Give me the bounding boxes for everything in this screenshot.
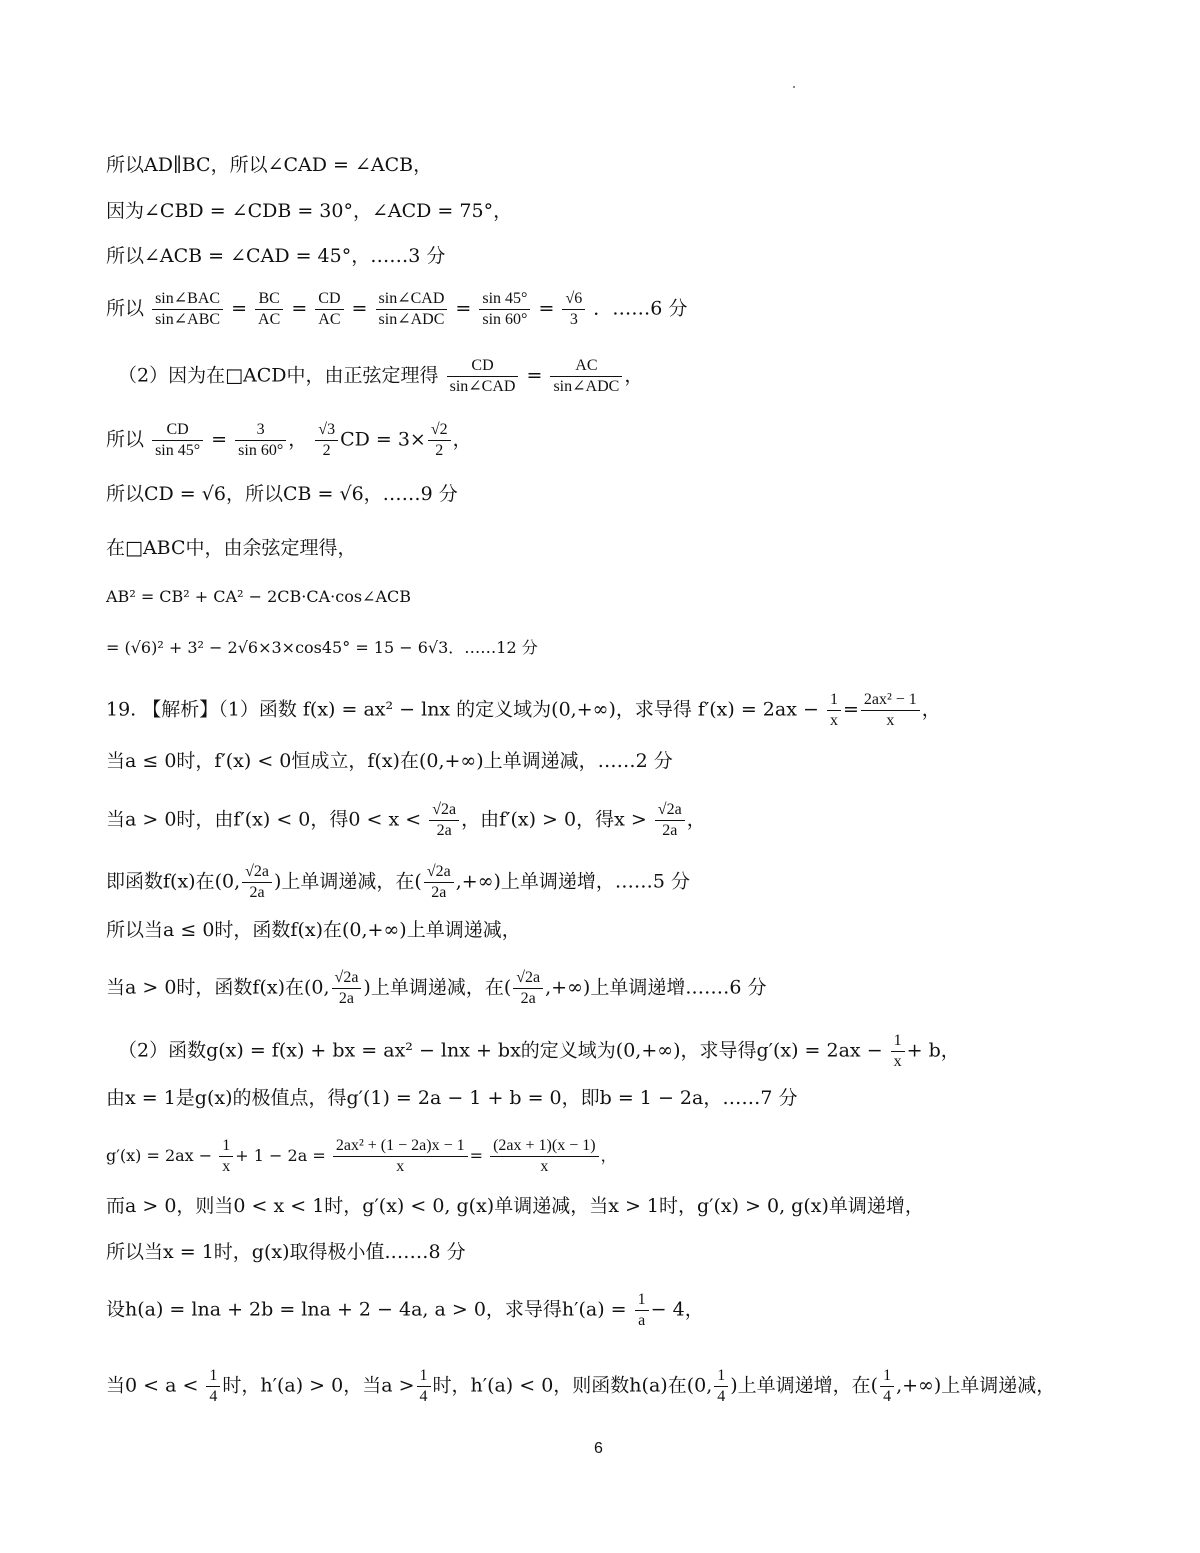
- fraction: [242, 862, 272, 903]
- text-line: 所以CD = √6，所以CB = √6，……9 分: [106, 483, 458, 505]
- text-line: [106, 1136, 617, 1177]
- text-segment: )上单调递减，在(: [363, 976, 512, 999]
- numerator: √2a: [429, 800, 459, 821]
- denominator: 4: [209, 1388, 218, 1405]
- text-segment: ，: [600, 1146, 617, 1165]
- text-line: [106, 1290, 704, 1331]
- fraction: [315, 420, 338, 461]
- text-segment: 设h(a) = lna + 2b = lna + 2 − 4a, a > 0，求导得h′(a) =: [106, 1298, 627, 1321]
- fraction: [332, 968, 362, 1009]
- denominator: sin 60°: [482, 311, 528, 328]
- text-line: 所以 $\frac{CD}{\sin 45^\circ}$ = $\frac{3}{\sin 60^\circ}$ ， $\frac{√3}{2}$ CD = 3× $\frac{√2}{2}$ ，: [106, 421, 472, 459]
- fraction: [315, 289, 343, 330]
- text-line: （2）因为在□ACD中，由正弦定理得 $\frac{CD}{\text{sin∠CAD}}$ = $\frac{AC}{\text{sin∠ADC}}$ ，: [118, 357, 644, 395]
- numerator: sin∠BAC: [152, 289, 223, 310]
- fraction: [490, 1136, 598, 1177]
- text-line: [118, 1031, 960, 1072]
- numerator: 2ax² + (1 − 2a)x − 1: [333, 1136, 468, 1157]
- text-segment: CD = 3×: [340, 428, 426, 451]
- denominator: 4: [883, 1388, 892, 1405]
- fraction: [429, 800, 459, 841]
- text-segment: − 4，: [650, 1298, 704, 1321]
- numerator: √2: [428, 420, 451, 441]
- text-segment: 所以: [106, 297, 145, 320]
- denominator: sin 60°: [238, 442, 284, 459]
- fraction: [152, 420, 203, 461]
- text-segment: )上单调递减，在(: [274, 870, 422, 893]
- text-line: 所以 $\frac{\text{sin∠BAC}}{\text{sin∠ABC}}$ = $\frac{BC}{AC}$ = $\frac{CD}{AC}$ = $\frac{\text{sin∠CAD}}{\text{sin∠ADC}}$ = $\frac{\sin 45^\circ}{\sin 60^\circ}$ = $\frac{√6}{3}$ ．……6 分: [106, 290, 688, 328]
- denominator: sin∠ADC: [378, 311, 445, 328]
- text-line: 所以∠ACB = ∠CAD = 45°，……3 分: [106, 245, 446, 267]
- text-segment: ,+∞)上单调递减，: [896, 1374, 1056, 1397]
- denominator: sin∠ADC: [553, 378, 620, 395]
- text-segment: =: [842, 698, 859, 721]
- fraction: [152, 289, 223, 330]
- denominator: x: [893, 1053, 902, 1070]
- numerator: √6: [562, 289, 585, 310]
- denominator: sin∠ABC: [155, 311, 221, 328]
- denominator: 4: [717, 1388, 726, 1405]
- fraction: [428, 420, 451, 461]
- denominator: 2: [322, 442, 331, 459]
- text-line: 所以当a ≤ 0时，函数f(x)在(0,+∞)上单调递减，: [106, 919, 521, 941]
- text-segment: ．……6 分: [593, 297, 688, 320]
- fraction: [447, 356, 519, 397]
- denominator: 2a: [338, 990, 355, 1007]
- fraction: [562, 289, 585, 330]
- fraction: [479, 289, 530, 330]
- fraction: [861, 690, 920, 731]
- text-segment: ，: [686, 808, 706, 831]
- text-line: AB² = CB² + CA² − 2CB·CA·cos∠ACB: [106, 587, 411, 606]
- denominator: x: [886, 712, 895, 729]
- text-segment: 当0 < a <: [106, 1374, 199, 1397]
- numerator: 1: [219, 1136, 233, 1157]
- fraction: [714, 1366, 728, 1407]
- text-line: [106, 690, 941, 731]
- fraction: [255, 289, 283, 330]
- denominator: 2a: [431, 884, 447, 901]
- fraction: [424, 862, 454, 903]
- numerator: (2ax + 1)(x − 1): [490, 1136, 598, 1157]
- fraction: [880, 1366, 894, 1407]
- denominator: 2a: [520, 990, 536, 1007]
- text-line: = (√6)² + 3² − 2√6×3×cos45° = 15 − 6√3．……12 分: [106, 638, 538, 657]
- text-line: [106, 968, 767, 1009]
- numerator: BC: [255, 289, 283, 310]
- text-segment: ，由f′(x) > 0，得x >: [461, 808, 647, 831]
- denominator: sin∠CAD: [449, 378, 516, 395]
- text-segment: 当a > 0时，由f′(x) < 0，得0 < x <: [106, 808, 422, 831]
- fraction: [417, 1366, 431, 1407]
- text-segment: 即函数f(x)在(0,: [106, 870, 241, 893]
- text-segment: ，: [921, 698, 941, 721]
- numerator: √3: [315, 420, 338, 441]
- numerator: 1: [891, 1031, 905, 1052]
- fraction: [550, 356, 622, 397]
- numerator: 2ax² − 1: [861, 690, 920, 711]
- text-line: 所以AD∥BC，所以∠CAD = ∠ACB，: [106, 154, 433, 176]
- text-segment: ，: [452, 428, 472, 451]
- numerator: √2a: [242, 862, 272, 883]
- numerator: 1: [206, 1366, 220, 1387]
- text-line: 因为∠CBD = ∠CDB = 30°，∠ACD = 75°，: [106, 200, 513, 222]
- denominator: x: [222, 1158, 231, 1175]
- numerator: 1: [635, 1290, 649, 1311]
- text-segment: 时，h′(a) < 0，则函数h(a)在(0,: [432, 1374, 713, 1397]
- denominator: 2a: [662, 822, 678, 839]
- text-line: 在□ABC中，由余弦定理得，: [106, 537, 357, 559]
- text-segment: + 1 − 2a =: [235, 1146, 326, 1165]
- text-segment: + b，: [906, 1039, 960, 1062]
- fraction: [891, 1031, 905, 1072]
- text-segment: ,+∞)上单调递增，……5 分: [455, 870, 691, 893]
- fraction: [827, 690, 841, 731]
- fraction: [235, 420, 286, 461]
- stray-mark: [793, 86, 795, 88]
- text-segment: 所以: [106, 428, 145, 451]
- numerator: √2a: [424, 862, 454, 883]
- denominator: x: [829, 712, 838, 729]
- numerator: 1: [714, 1366, 728, 1387]
- denominator: AC: [258, 311, 281, 328]
- text-segment: ，: [624, 364, 644, 387]
- numerator: sin 45°: [479, 289, 530, 310]
- numerator: 1: [417, 1366, 431, 1387]
- fraction: [219, 1136, 233, 1177]
- text-line: 由x = 1是g(x)的极值点，得g′(1) = 2a − 1 + b = 0，即b = 1 − 2a，……7 分: [106, 1087, 798, 1109]
- numerator: CD: [152, 420, 203, 441]
- numerator: √2a: [655, 800, 685, 821]
- text-line: 所以当x = 1时，g(x)取得极小值.……8 分: [106, 1241, 466, 1263]
- numerator: CD: [447, 356, 519, 377]
- text-segment: ,+∞)上单调递增.……6 分: [545, 976, 767, 999]
- numerator: √2a: [513, 968, 543, 989]
- numerator: CD: [315, 289, 343, 310]
- text-line: [106, 800, 706, 841]
- fraction: [655, 800, 685, 841]
- numerator: 1: [880, 1366, 894, 1387]
- denominator: 2: [435, 442, 444, 459]
- numerator: sin∠CAD: [376, 289, 448, 310]
- text-segment: =: [469, 1146, 483, 1165]
- text-segment: （2）函数g(x) = f(x) + bx = ax² − lnx + bx的定义域为(0,+∞)，求导得g′(x) = 2ax −: [118, 1039, 883, 1062]
- denominator: 2a: [436, 822, 452, 839]
- fraction: [635, 1290, 649, 1331]
- denominator: 2a: [249, 884, 265, 901]
- denominator: x: [396, 1158, 405, 1175]
- denominator: sin 45°: [155, 442, 201, 459]
- fraction: [513, 968, 543, 1009]
- text-segment: 时，h′(a) > 0，当a >: [222, 1374, 415, 1397]
- denominator: 3: [569, 311, 578, 328]
- denominator: a: [638, 1312, 646, 1329]
- text-segment: )上单调递增，在(: [730, 1374, 879, 1397]
- fraction: [206, 1366, 220, 1407]
- denominator: AC: [318, 311, 341, 328]
- denominator: 4: [419, 1388, 428, 1405]
- fraction: [333, 1136, 468, 1177]
- fraction: [376, 289, 448, 330]
- numerator: AC: [550, 356, 622, 377]
- text-segment: g′(x) = 2ax −: [106, 1146, 213, 1165]
- text-line: [106, 1366, 1055, 1407]
- numerator: 1: [827, 690, 841, 711]
- text-line: 当a ≤ 0时，f′(x) < 0恒成立，f(x)在(0,+∞)上单调递减，……2 分: [106, 750, 673, 772]
- text-segment: 当a > 0时，函数f(x)在(0,: [106, 976, 330, 999]
- text-line: 而a > 0，则当0 < x < 1时，g′(x) < 0, g(x)单调递减，当x > 1时，g′(x) > 0, g(x)单调递增，: [106, 1195, 924, 1217]
- text-segment: （2）因为在□ACD中，由正弦定理得: [118, 364, 439, 387]
- text-line: [106, 862, 690, 903]
- denominator: x: [540, 1158, 549, 1175]
- numerator: 3: [235, 420, 286, 441]
- text-segment: ，: [288, 428, 308, 451]
- page-number: 6: [594, 1440, 603, 1457]
- numerator: √2a: [332, 968, 362, 989]
- text-segment: 19. 【解析】（1）函数 f(x) = ax² − lnx 的定义域为(0,+∞)，求导得 f′(x) = 2ax −: [106, 698, 819, 721]
